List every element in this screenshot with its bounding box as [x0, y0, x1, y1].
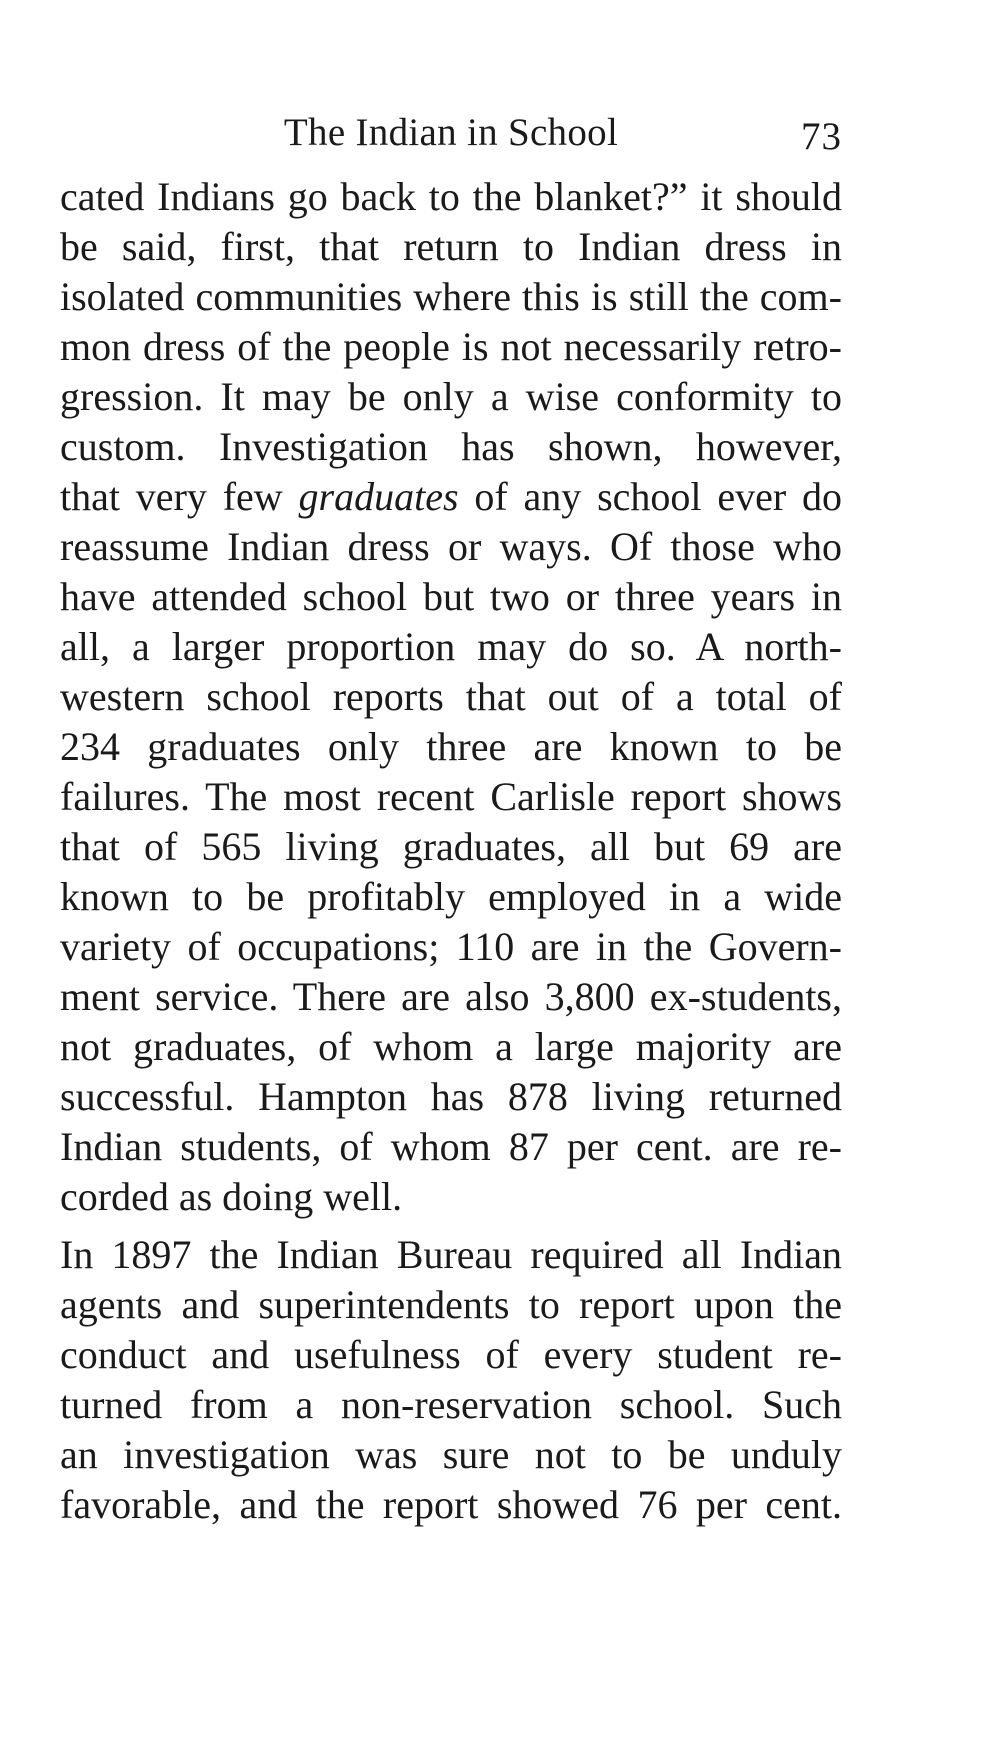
text-run: that very few	[60, 474, 299, 519]
text-line: successful. Hampton has 878 living returned	[60, 1074, 842, 1119]
text-run: of any school ever do	[458, 474, 843, 519]
paragraph-gap	[60, 1222, 842, 1230]
text-line: 234 graduates only three are known to be	[60, 724, 842, 769]
text-line: not graduates, of whom a large majority are	[60, 1024, 842, 1069]
text-line: corded as doing well.	[60, 1174, 403, 1219]
text-line: that of 565 living graduates, all but 69 are	[60, 824, 842, 869]
text-line: conduct and usefulness of every student re-	[60, 1332, 842, 1377]
text-line: agents and superintendents to report upon the	[60, 1282, 842, 1327]
text-line: western school reports that out of a total of	[60, 674, 842, 719]
page-number: 73	[801, 115, 842, 158]
text-line: favorable, and the report showed 76 per cent.	[60, 1482, 842, 1527]
text-line: an investigation was sure not to be unduly	[60, 1432, 842, 1477]
running-head	[60, 108, 842, 158]
text-line: reassume Indian dress or ways. Of those who	[60, 524, 842, 569]
text-line: be said, first, that return to Indian dress in	[60, 224, 842, 269]
text-line: variety of occupations; 110 are in the Govern-	[60, 924, 842, 969]
text-line-with-italic	[60, 472, 842, 522]
text-line: custom. Investigation has shown, however,	[60, 424, 842, 469]
body-text	[60, 172, 842, 1530]
text-line: known to be profitably employed in a wide	[60, 874, 842, 919]
text-line: mon dress of the people is not necessarily retro-	[60, 324, 842, 369]
text-line: Indian students, of whom 87 per cent. are re-	[60, 1124, 842, 1169]
text-line: gression. It may be only a wise conformity to	[60, 374, 842, 419]
text-line: turned from a non-reservation school. Such	[60, 1382, 842, 1427]
text-line: ment service. There are also 3,800 ex-students,	[60, 974, 842, 1019]
running-title: The Indian in School	[283, 111, 619, 154]
text-line: In 1897 the Indian Bureau required all Indian	[60, 1232, 842, 1277]
text-line: cated Indians go back to the blanket?” it should	[60, 174, 842, 219]
text-line: failures. The most recent Carlisle report shows	[60, 774, 842, 819]
text-line: have attended school but two or three years in	[60, 574, 842, 619]
text-line: all, a larger proportion may do so. A north-	[60, 624, 842, 669]
italic-word: graduates	[298, 474, 459, 519]
text-line: isolated communities where this is still the com-	[60, 274, 842, 319]
